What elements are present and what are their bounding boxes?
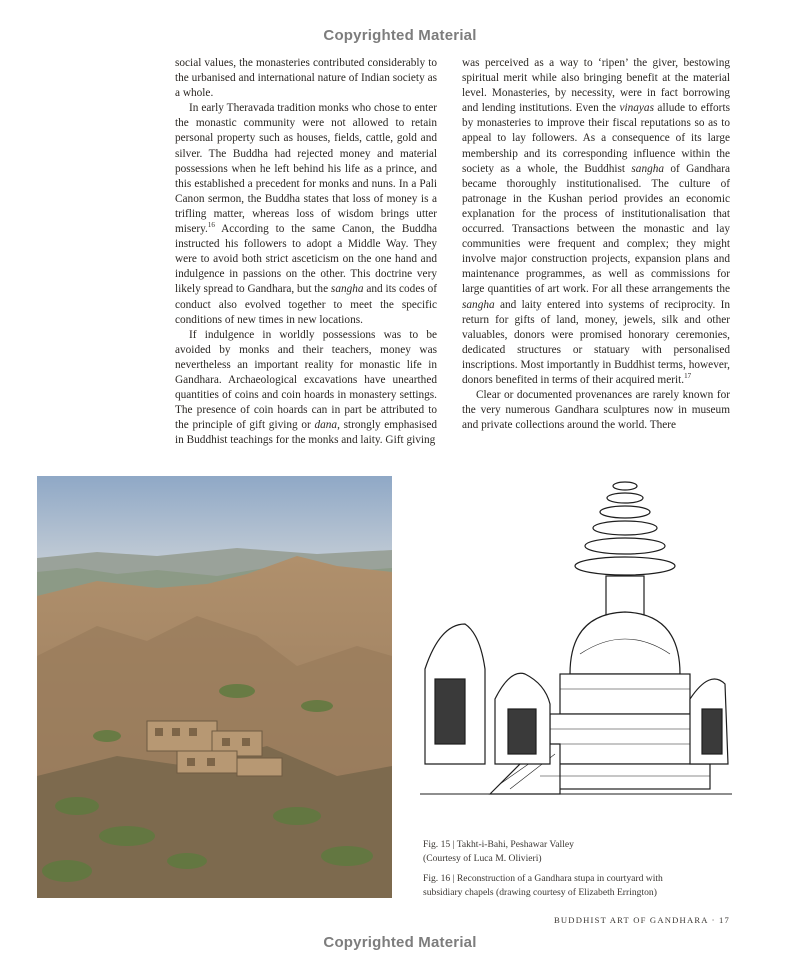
figure-15-caption <box>423 838 743 866</box>
paragraph: social values, the monasteries contributed considerably to the urbanised and international nature of Indian society as a whole. <box>175 57 437 100</box>
left-text-column <box>175 56 437 448</box>
paragraph: If indulgence in worldly possessions was to be avoided by monks and their teachers, money was nevertheless an important reality for monastic life in Gandhara. Archaeological excavations have unearthed quantities of coins and coin hoards in monastery settings. The presence of coin hoards can in part be attributed to the principle of gift giving or dana, strongly emphasised in Buddhist teachings for the monks and laity. Gift giving <box>175 328 437 447</box>
footnote-ref: 17 <box>684 372 692 381</box>
paragraph: In early Theravada tradition monks who chose to enter the monastic community were not allowed to retain personal property such as houses, fields, cattle, gold and silver. The Buddha had rejected money and material possessions when he left behind his life as a prince, and this established a precedent for monks and nuns. In a Pali Canon sermon, the Buddha states that loss of money is a trifling matter, whereas loss of wisdom brings utter misery.$^{16}$ According to the same Canon, the Buddha instructed his followers to adopt a Middle Way. They were to avoid both strict asceticism on the one hand and indulgence in passions on the other. This doctrine very likely spread to Gandhara, but the sangha and its codes of conduct also evolved together to meet the specific conditions of new times in new locations. <box>175 102 437 326</box>
caption-line: (Courtesy of Luca M. Olivieri) <box>423 853 542 864</box>
watermark-top: Copyrighted Material <box>323 27 477 44</box>
stupa-reconstruction-drawing <box>420 474 732 830</box>
running-head: BUDDHIST ART OF GANDHARA · 17 <box>553 915 730 925</box>
paragraph: Clear or documented provenances are rarely known for the very numerous Gandhara sculptures now in museum and private collections around the world. There <box>462 389 730 432</box>
caption-line: subsidiary chapels (drawing courtesy of Elizabeth Errington) <box>423 887 657 898</box>
watermark-bottom: Copyrighted Material <box>323 934 477 951</box>
takht-i-bahi-photo <box>37 476 392 898</box>
right-text-column <box>462 56 730 433</box>
figure-16-caption <box>423 872 743 900</box>
caption-line: Fig. 15 | Takht-i-Bahi, Peshawar Valley <box>423 839 574 850</box>
paragraph: was perceived as a way to ‘ripen’ the giver, bestowing spiritual merit while also bringing benefit at the material level. Monasteries, by necessity, were in fact borrowing and lending institutions. Even the vinayas allude to efforts by monasteries to improve their fiscal reputations so as to appeal to lay followers. As a consequence of its large membership and its corresponding influence within the society as a whole, the Buddhist sangha of Gandhara became thoroughly institutionalised. The culture of patronage in the Kushan period provides an economic explanation for the process of institutionalisation that occurred. Transactions between the monastic and lay communities were frequent and complex; they might involve major construction projects, expansion plans and maintenance programmes, as well as commissions for large quantities of art work. For all these arrangements the sangha and laity entered into systems of reciprocity. In return for gifts of land, money, jewels, silk and other valuables, donors were promised honorary ceremonies, dedicated structures or statuary with personalised inscriptions. Most importantly in Buddhist terms, however, donors benefited in terms of their acquired merit.$^{17}$ <box>462 57 731 386</box>
footnote-ref: 16 <box>207 221 215 230</box>
caption-line: Fig. 16 | Reconstruction of a Gandhara stupa in courtyard with <box>423 873 663 884</box>
